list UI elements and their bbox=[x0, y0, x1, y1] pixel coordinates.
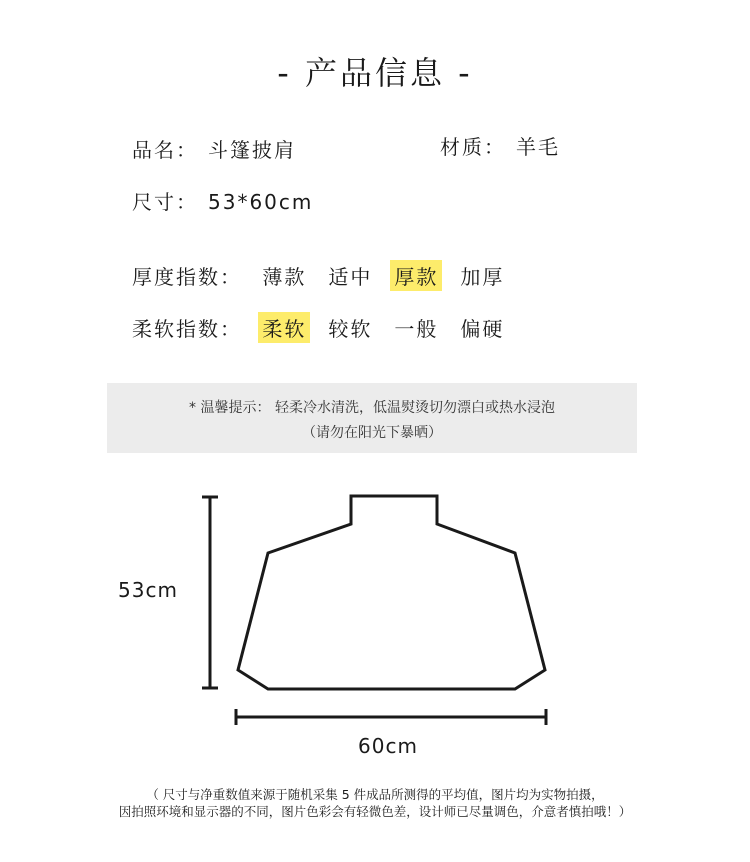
thickness-option: 适中 bbox=[328, 265, 373, 289]
height-label: 53cm bbox=[118, 578, 178, 602]
thickness-option: 厚款 bbox=[390, 260, 442, 291]
page-title: - 产品信息 - bbox=[277, 54, 473, 92]
softness-label: 柔软指数： bbox=[132, 317, 242, 341]
material-value: 羊毛 bbox=[516, 135, 560, 159]
cape-outline bbox=[238, 496, 545, 689]
softness-option: 偏硬 bbox=[460, 317, 505, 341]
width-dimension-line bbox=[236, 709, 546, 725]
softness-option: 柔软 bbox=[258, 312, 310, 343]
disclaimer-line-1: （ 尺寸与净重数值来源于随机采集 5 件成品所测得的平均值，图片均为实物拍摄， bbox=[146, 787, 604, 802]
thickness-label: 厚度指数： bbox=[132, 265, 242, 289]
size-value: 53*60cm bbox=[208, 190, 314, 214]
disclaimer-line-2: 因拍照环境和显示器的不同，图片色彩会有轻微色差，设计师已尽量调色，介意者慎拍哦！） bbox=[118, 804, 632, 819]
size-label: 尺寸： bbox=[132, 190, 198, 214]
care-tip-text: * 温馨提示： 轻柔冷水清洗，低温熨烫切勿漂白或热水浸泡 bbox=[189, 400, 555, 416]
softness-option: 一般 bbox=[394, 317, 439, 341]
product-name-label: 品名： bbox=[132, 138, 198, 162]
care-tip-note: （请勿在阳光下暴晒） bbox=[302, 425, 442, 441]
height-dimension-line bbox=[202, 497, 218, 688]
thickness-option: 加厚 bbox=[460, 265, 505, 289]
width-label: 60cm bbox=[358, 734, 418, 758]
material-label: 材质： bbox=[440, 135, 506, 159]
softness-option: 较软 bbox=[328, 317, 373, 341]
thickness-option: 薄款 bbox=[262, 265, 307, 289]
product-name-value: 斗篷披肩 bbox=[208, 138, 296, 162]
